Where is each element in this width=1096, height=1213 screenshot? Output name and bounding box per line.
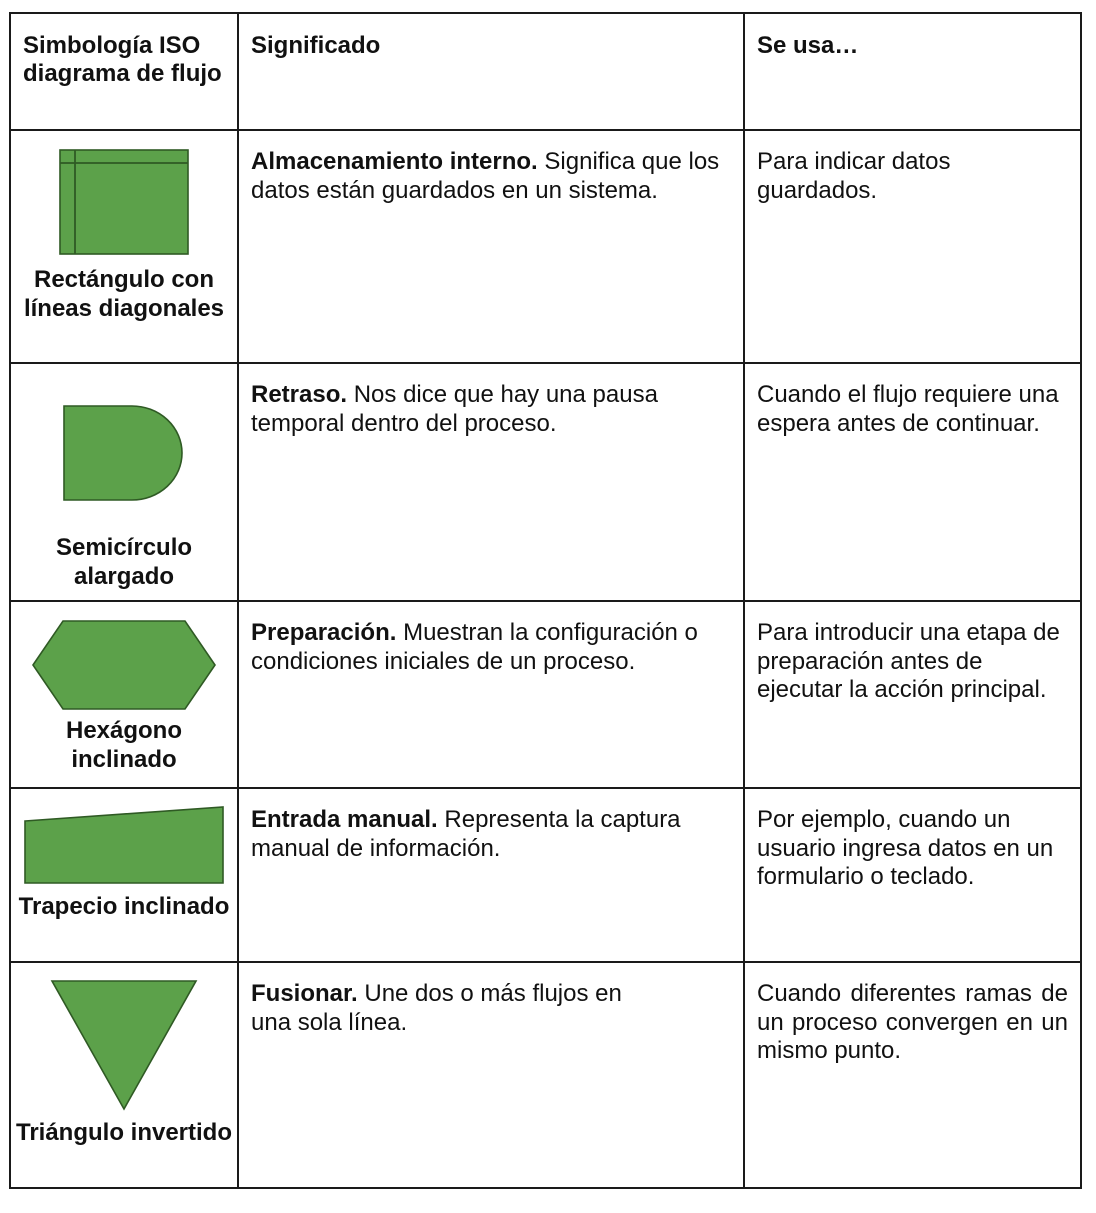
symbol-cell [10, 130, 238, 363]
header-meaning-label: Significado [251, 32, 381, 59]
meaning-body: Muestran la configuración o condiciones iniciales de un proceso. [251, 619, 698, 675]
symbol-label: Hexágono inclinado [65, 717, 182, 773]
internal-storage-icon [58, 148, 190, 256]
merge-triangle-icon [50, 979, 198, 1111]
header-cell-symbol [10, 13, 238, 130]
meaning-body: Significa que los datos están guardados en un sistema. [251, 148, 720, 204]
usage-cell [744, 130, 1081, 363]
meaning-cell [238, 788, 744, 962]
iso-flowchart-symbols-table [9, 12, 1082, 1189]
symbol-cell [10, 601, 238, 788]
usage-text: Por ejemplo, cuando un usuario ingresa datos en un formulario o teclado. [757, 806, 1054, 890]
table-header-row [10, 13, 1081, 130]
table-row [10, 601, 1081, 788]
symbol-label: Rectángulo con líneas diagonales [23, 266, 225, 322]
meaning-text [239, 789, 743, 863]
manual-input-trapezoid-icon [23, 805, 225, 885]
meaning-text [239, 602, 743, 676]
header-cell-meaning [238, 13, 744, 130]
meaning-title: Preparación. [251, 619, 397, 646]
header-usage-label: Se usa… [757, 32, 859, 59]
table-row [10, 788, 1081, 962]
meaning-title: Retraso. [251, 381, 348, 408]
symbol-label: Trapecio inclinado [18, 893, 230, 920]
meaning-title: Entrada manual. [251, 806, 438, 833]
symbol-cell [10, 962, 238, 1188]
usage-text: Cuando diferentes ramas de un proceso convergen en un mismo punto. [757, 980, 1068, 1064]
table-row [10, 130, 1081, 363]
header-cell-usage [744, 13, 1081, 130]
meaning-text [239, 963, 743, 1037]
preparation-hexagon-icon [31, 619, 217, 711]
usage-cell [744, 962, 1081, 1188]
table-row [10, 962, 1081, 1188]
usage-cell [744, 601, 1081, 788]
meaning-body: Une dos o más flujos en una sola línea. [251, 980, 622, 1036]
symbol-cell [10, 788, 238, 962]
meaning-body: Nos dice que hay una pausa temporal dentro del proceso. [251, 381, 658, 437]
usage-text: Cuando el flujo requiere una espera antes de continuar. [757, 381, 1059, 437]
usage-text: Para introducir una etapa de preparación antes de ejecutar la acción principal. [757, 619, 1060, 703]
meaning-cell [238, 363, 744, 601]
meaning-cell [238, 130, 744, 363]
meaning-body: Representa la captura manual de información. [251, 806, 681, 862]
symbol-label: Semicírculo alargado [55, 534, 193, 590]
meaning-cell [238, 962, 744, 1188]
symbol-cell [10, 363, 238, 601]
usage-cell [744, 788, 1081, 962]
usage-cell [744, 363, 1081, 601]
delay-icon [62, 404, 186, 502]
symbol-label: Triángulo invertido [15, 1119, 232, 1146]
meaning-title: Fusionar. [251, 980, 358, 1007]
table-row [10, 363, 1081, 601]
header-symbol-label: Simbología ISO diagrama de flujo [23, 32, 222, 87]
meaning-text [239, 364, 743, 438]
usage-text: Para indicar datos guardados. [757, 148, 951, 204]
meaning-title: Almacenamiento interno. [251, 148, 538, 175]
meaning-cell [238, 601, 744, 788]
meaning-text [239, 131, 743, 205]
